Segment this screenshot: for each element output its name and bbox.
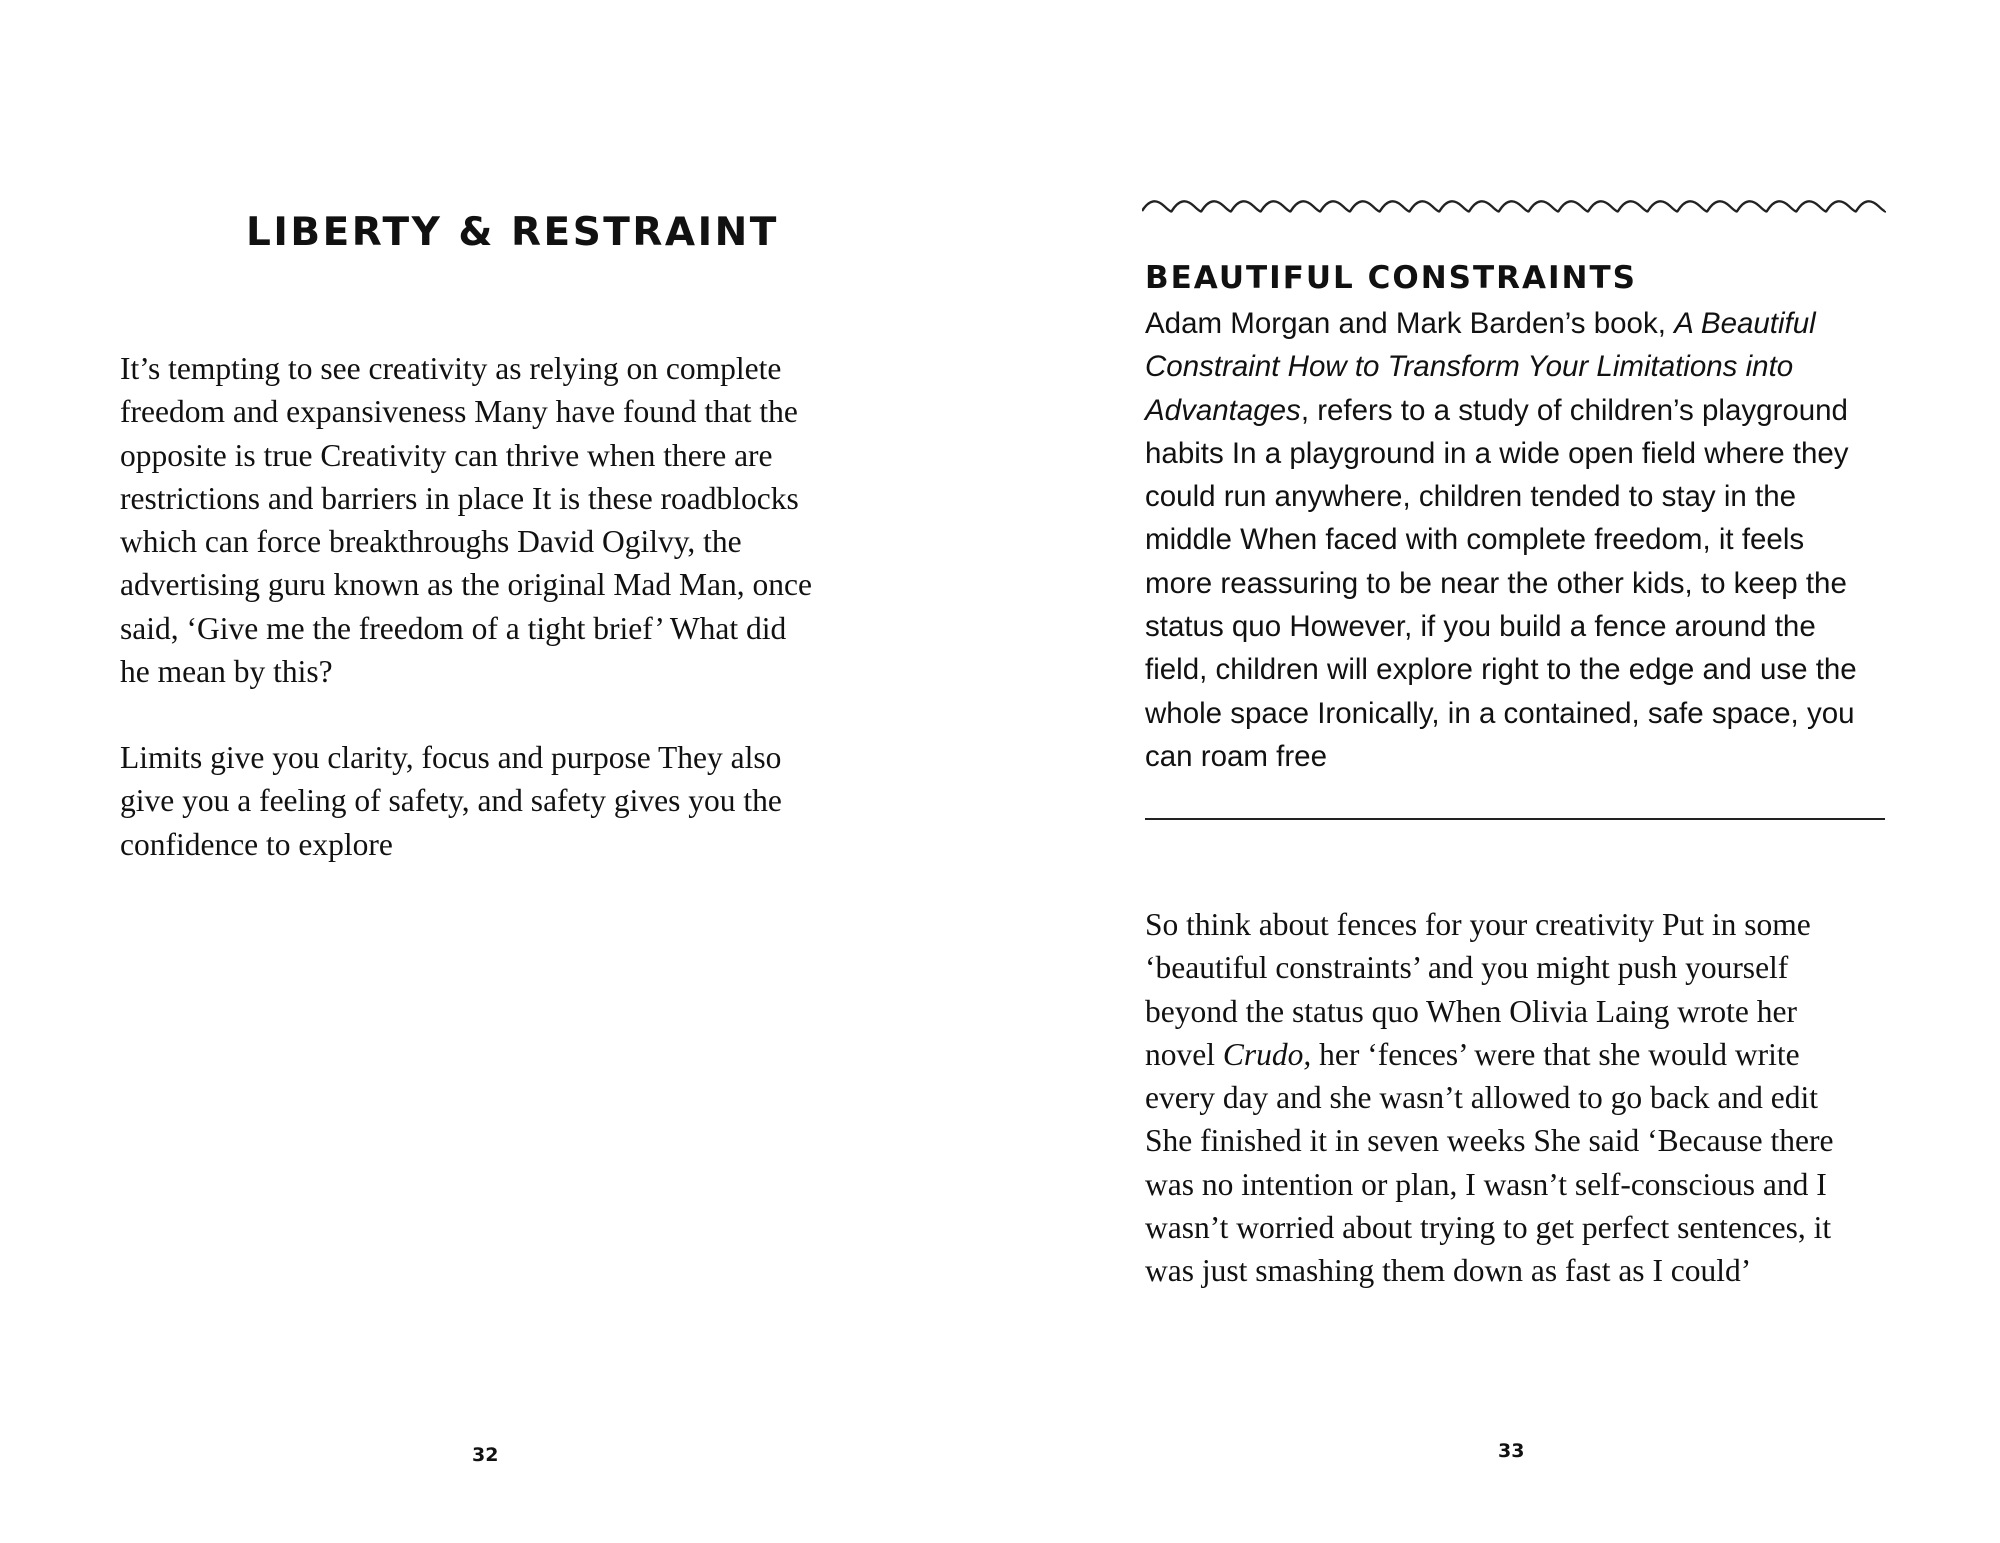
paragraph-line: he mean by this? (120, 654, 333, 690)
sidebar-text: Adam Morgan and Mark Barden’s book, (1145, 307, 1675, 340)
paragraph-line: every day and she wasn’t allowed to go back and edit (1145, 1080, 1818, 1116)
fences-paragraph (1145, 903, 1833, 1293)
wavy-divider (1142, 195, 1886, 215)
paragraph-line: restrictions and barriers in place It is these roadblocks (120, 480, 799, 516)
sidebar-line (1145, 389, 1857, 432)
book-title-part: A Beautiful (1674, 307, 1816, 340)
straight-divider (1145, 818, 1885, 820)
paragraph-line: So think about fences for your creativity Put in some (1145, 907, 1811, 942)
sidebar-line: field, children will explore right to the edge and use the (1145, 653, 1857, 687)
sidebar-line: could run anywhere, children tended to stay in the (1145, 480, 1797, 514)
chapter-heading: LIBERTY & RESTRAINT (246, 210, 779, 255)
paragraph-line: was no intention or plan, I wasn’t self-conscious and I (1145, 1166, 1827, 1202)
paragraph-line: advertising guru known as the original Mad Man, once (120, 567, 812, 603)
paragraph-line: ‘beautiful constraints’ and you might push yourself (1145, 950, 1789, 986)
sidebar-line: whole space Ironically, in a contained, safe space, you (1145, 696, 1855, 730)
paragraph-line: was just smashing them down as fast as I could’ (1145, 1253, 1752, 1289)
sidebar-line: can roam free (1145, 739, 1327, 773)
sidebar-line: habits In a playground in a wide open field where they (1145, 436, 1849, 470)
sidebar-heading: BEAUTIFUL CONSTRAINTS (1145, 260, 1637, 296)
book-title-part: Advantages (1145, 393, 1301, 427)
paragraph-line (1145, 1033, 1833, 1076)
paragraph-line: beyond the status quo When Olivia Laing wrote her (1145, 993, 1798, 1029)
paragraph-line: Limits give you clarity, focus and purpose They also (120, 740, 782, 775)
sidebar-text: , refers to a study of children’s playground (1300, 393, 1848, 427)
novel-title: Crudo, (1222, 1036, 1312, 1072)
sidebar-line: middle When faced with complete freedom, it feels (1145, 523, 1805, 557)
sidebar-line: status quo However, if you build a fence around the (1145, 610, 1816, 644)
paragraph-text: novel (1145, 1036, 1223, 1072)
sidebar-line (1145, 345, 1857, 388)
sidebar-body (1145, 302, 1857, 778)
paragraph-line: which can force breakthroughs David Ogilvy, the (120, 524, 742, 560)
book-title-part: Constraint How to Transform Your Limitations into (1145, 350, 1794, 384)
paragraph-line: give you a feeling of safety, and safety gives you the (120, 783, 782, 819)
sidebar-line: more reassuring to be near the other kids, to keep the (1145, 566, 1847, 600)
paragraph-text: her ‘fences’ were that she would write (1311, 1036, 1800, 1072)
paragraph-line: opposite is true Creativity can thrive when there are (120, 437, 773, 473)
paragraph-line: confidence to explore (120, 826, 393, 862)
paragraph-line: She finished it in seven weeks She said ‘Because there (1145, 1123, 1834, 1159)
page-number: 32 (472, 1444, 499, 1466)
limits-paragraph (120, 736, 782, 866)
sidebar-line (1145, 302, 1857, 345)
paragraph-line: said, ‘Give me the freedom of a tight brief’ What did (120, 610, 787, 646)
page-number: 33 (1498, 1440, 1525, 1462)
paragraph-line: wasn’t worried about trying to get perfect sentences, it (1145, 1210, 1832, 1246)
intro-paragraph (120, 347, 812, 693)
paragraph-line: freedom and expansiveness Many have found that the (120, 394, 798, 430)
paragraph-line: It’s tempting to see creativity as relying on complete (120, 351, 782, 386)
right-page (1000, 0, 2000, 1543)
